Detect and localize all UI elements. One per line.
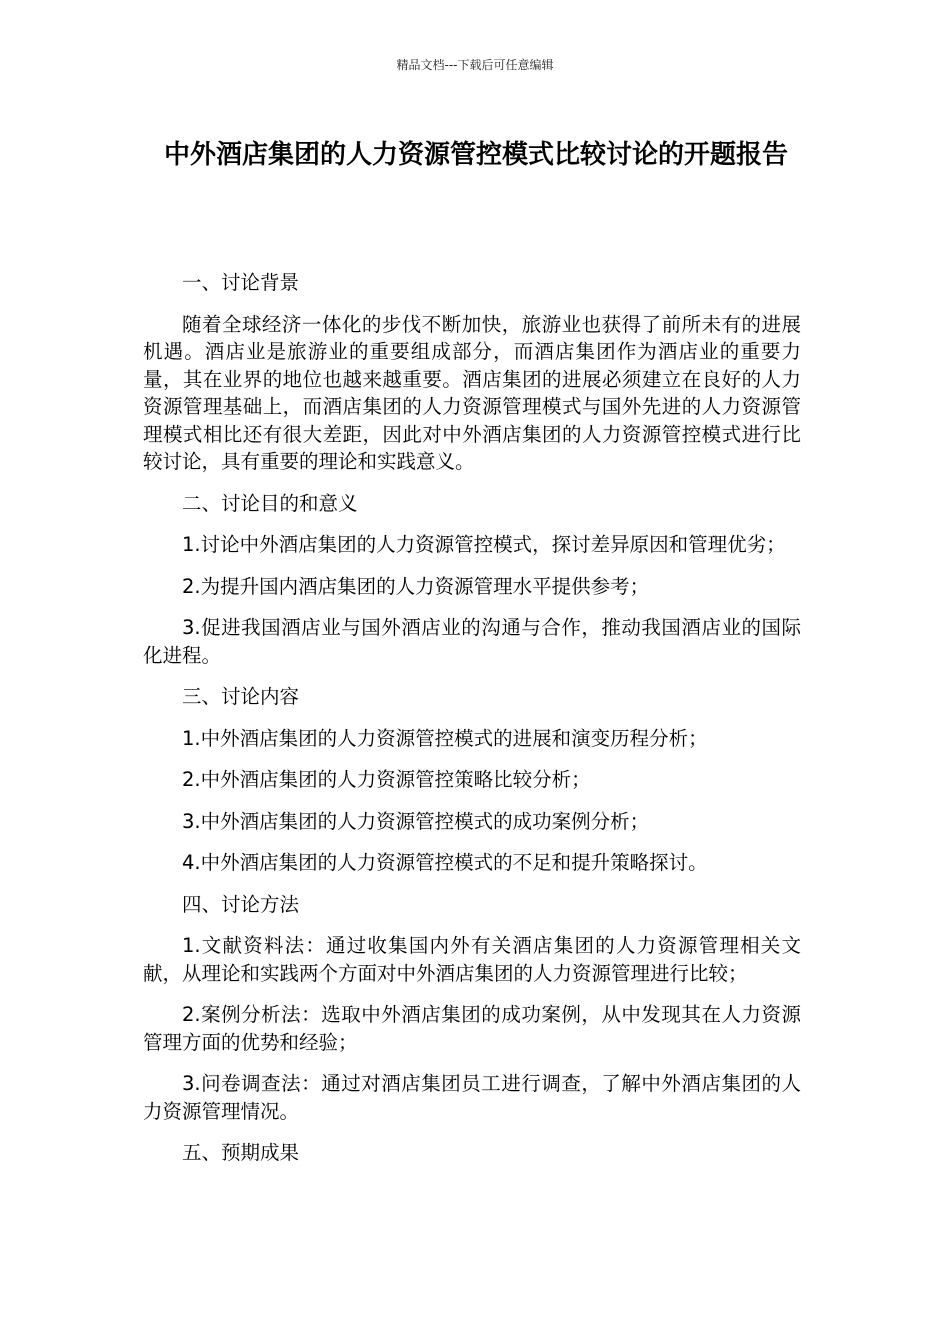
document-body bbox=[143, 269, 801, 1181]
document-title: 中外酒店集团的人力资源管控模式比较讨论的开题报告 bbox=[163, 140, 788, 170]
list-item-purpose-1: 1.讨论中外酒店集团的人力资源管控模式，探讨差异原因和管理优劣； bbox=[182, 533, 786, 556]
paragraph-background: 随着全球经济一体化的步伐不断加快，旅游业也获得了前所未有的进展机遇。酒店业是旅游业的重要组成部分，而酒店集团作为酒店业的重要力量，其在业界的地位也越来越重要。酒店集团的进展必须建立在良好的人力资源管理基础上，而酒店集团的人力资源管理模式与国外先进的人力资源管理模式相比还有很大差距，因此对中外酒店集团的人力资源管控模式进行比较讨论，具有重要的理论和实践意义。 bbox=[143, 312, 801, 473]
section-heading-methods: 四、讨论方法 bbox=[182, 892, 300, 916]
list-item-content-4: 4.中外酒店集团的人力资源管控模式的不足和提升策略探讨。 bbox=[182, 851, 708, 874]
list-item-method-2: 2.案例分析法：选取中外酒店集团的成功案例，从中发现其在人力资源管理方面的优势和经验； bbox=[143, 1003, 801, 1054]
list-item-content-1: 1.中外酒店集团的人力资源管控模式的进展和演变历程分析； bbox=[182, 726, 708, 750]
section-heading-outcomes: 五、预期成果 bbox=[182, 1141, 300, 1164]
section-heading-content: 三、讨论内容 bbox=[182, 685, 300, 708]
list-item-method-3: 3.问卷调查法：通过对酒店集团员工进行调查，了解中外酒店集团的人力资源管理情况。 bbox=[143, 1072, 801, 1123]
header-note: 精品文档---下载后可任意编辑 bbox=[396, 58, 554, 72]
list-item-content-2: 2.中外酒店集团的人力资源管控策略比较分析； bbox=[182, 768, 591, 791]
section-heading-purpose: 二、讨论目的和意义 bbox=[182, 491, 358, 515]
section-heading-background: 一、讨论背景 bbox=[182, 271, 300, 294]
list-item-purpose-3: 3.促进我国酒店业与国外酒店业的沟通与合作，推动我国酒店业的国际化进程。 bbox=[143, 616, 801, 667]
list-item-content-3: 3.中外酒店集团的人力资源管控模式的成功案例分析； bbox=[182, 809, 650, 833]
list-item-method-1: 1.文献资料法：通过收集国内外有关酒店集团的人力资源管理相关文献，从理论和实践两个方面对中外酒店集团的人力资源管理进行比较； bbox=[143, 934, 801, 985]
list-item-purpose-2: 2.为提升国内酒店集团的人力资源管理水平提供参考； bbox=[182, 574, 650, 598]
